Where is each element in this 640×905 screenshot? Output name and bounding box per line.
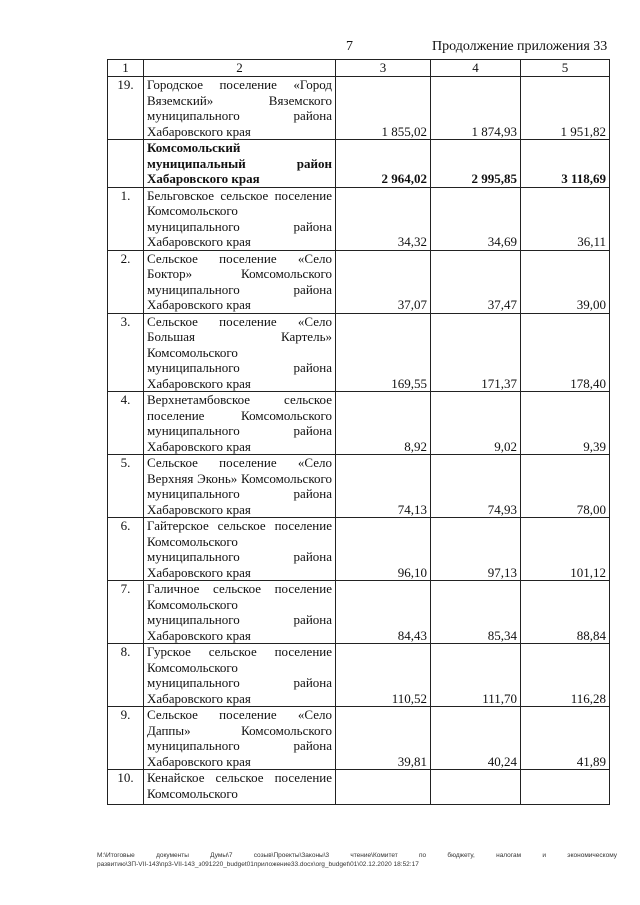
column-header-row (108, 60, 610, 77)
column-header: 4 (431, 60, 521, 77)
value-col-5: 116,28 (521, 644, 610, 707)
value-col-5: 39,00 (521, 250, 610, 313)
column-header: 1 (108, 60, 144, 77)
value-col-5: 78,00 (521, 455, 610, 518)
value-col-3 (336, 770, 431, 805)
value-col-5: 1 951,82 (521, 77, 610, 140)
value-col-4: 34,69 (431, 187, 521, 250)
value-col-4: 9,02 (431, 392, 521, 455)
settlement-name: Гайтерское сельское поселение Комсомольского муниципального района Хабаровского края (144, 518, 336, 581)
table-row (108, 313, 610, 392)
value-col-4: 2 995,85 (431, 140, 521, 188)
continuation-title: Продолжение приложения 33 (432, 39, 608, 54)
row-number: 7. (108, 581, 144, 644)
row-number (108, 140, 144, 188)
value-col-5: 178,40 (521, 313, 610, 392)
settlement-name: Кенайское сельское поселение Комсомольского (144, 770, 336, 805)
value-col-4: 171,37 (431, 313, 521, 392)
table-row (108, 581, 610, 644)
row-number: 6. (108, 518, 144, 581)
row-number: 19. (108, 77, 144, 140)
value-col-4: 97,13 (431, 518, 521, 581)
column-header: 2 (144, 60, 336, 77)
table-row-district-total (108, 140, 610, 188)
value-col-3: 110,52 (336, 644, 431, 707)
value-col-3: 96,10 (336, 518, 431, 581)
settlement-name: Галичное сельское поселение Комсомольского муниципального района Хабаровского края (144, 581, 336, 644)
row-number: 10. (108, 770, 144, 805)
value-col-4: 74,93 (431, 455, 521, 518)
row-number: 3. (108, 313, 144, 392)
value-col-3: 2 964,02 (336, 140, 431, 188)
settlement-name: Бельговское сельское поселение Комсомольского муниципального района Хабаровского края (144, 187, 336, 250)
row-number: 4. (108, 392, 144, 455)
value-col-4 (431, 770, 521, 805)
row-number: 2. (108, 250, 144, 313)
footer-line-1: M:\Итоговые документы Думы\7 созыв\Проекты\Законы\3 чтение\Комитет по бюджету, налогам и экономическому (97, 852, 617, 859)
value-col-5 (521, 770, 610, 805)
row-number: 5. (108, 455, 144, 518)
value-col-4: 40,24 (431, 707, 521, 770)
settlement-name: Сельское поселение «Село Большая Картель» Комсомольского муниципального района Хабаровского края (144, 313, 336, 392)
column-header: 3 (336, 60, 431, 77)
settlement-name: Гурское сельское поселение Комсомольского муниципального района Хабаровского края (144, 644, 336, 707)
value-col-3: 39,81 (336, 707, 431, 770)
table-row (108, 707, 610, 770)
settlement-name: Комсомольский муниципальный район Хабаровского края (144, 140, 336, 188)
value-col-4: 111,70 (431, 644, 521, 707)
value-col-3: 74,13 (336, 455, 431, 518)
table-row (108, 187, 610, 250)
value-col-5: 36,11 (521, 187, 610, 250)
table-row (108, 455, 610, 518)
row-number: 9. (108, 707, 144, 770)
value-col-3: 37,07 (336, 250, 431, 313)
settlement-name: Верхнетамбовское сельское поселение Комсомольского муниципального района Хабаровского края (144, 392, 336, 455)
settlement-name: Городское поселение «Город Вяземский» Вяземского муниципального района Хабаровского края (144, 77, 336, 140)
table-row (108, 644, 610, 707)
row-number: 1. (108, 187, 144, 250)
value-col-5: 3 118,69 (521, 140, 610, 188)
file-path-footer (97, 852, 617, 869)
value-col-3: 169,55 (336, 313, 431, 392)
table-row (108, 250, 610, 313)
table-row (108, 77, 610, 140)
value-col-5: 41,89 (521, 707, 610, 770)
table-row (108, 392, 610, 455)
value-col-5: 101,12 (521, 518, 610, 581)
footer-line-2: развитию\ЗП-VII-143\пр3-VII-143_з091220_budget01приложение33.docx\org_budget\01\02.12.2020 18:52:17 (97, 860, 419, 868)
row-number: 8. (108, 644, 144, 707)
value-col-3: 8,92 (336, 392, 431, 455)
table-row (108, 770, 610, 805)
value-col-4: 85,34 (431, 581, 521, 644)
value-col-3: 84,43 (336, 581, 431, 644)
value-col-5: 88,84 (521, 581, 610, 644)
settlement-name: Сельское поселение «Село Боктор» Комсомольского муниципального района Хабаровского края (144, 250, 336, 313)
value-col-5: 9,39 (521, 392, 610, 455)
value-col-4: 1 874,93 (431, 77, 521, 140)
column-header: 5 (521, 60, 610, 77)
settlement-name: Сельское поселение «Село Даппы» Комсомольского муниципального района Хабаровского края (144, 707, 336, 770)
settlement-name: Сельское поселение «Село Верхняя Эконь» Комсомольского муниципального района Хабаровского края (144, 455, 336, 518)
value-col-3: 34,32 (336, 187, 431, 250)
page-number: 7 (346, 39, 353, 54)
budget-table (107, 59, 610, 805)
table-row (108, 518, 610, 581)
value-col-4: 37,47 (431, 250, 521, 313)
value-col-3: 1 855,02 (336, 77, 431, 140)
